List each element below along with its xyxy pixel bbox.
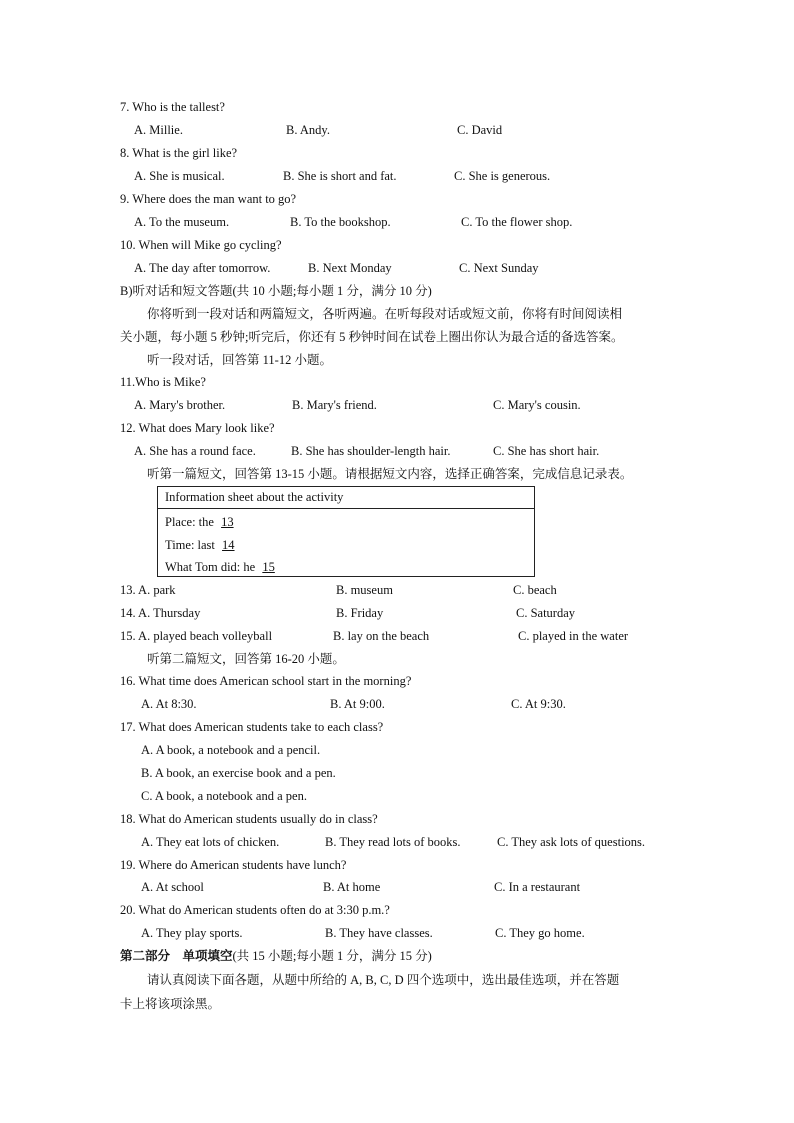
information-sheet-title: Information sheet about the activity [158,487,534,509]
question-12-stem: 12. What does Mary look like? [120,421,275,435]
q8-option-b: B. She is short and fat. [283,169,397,183]
part-2-score: (共 15 小题;每小题 1 分，满分 15 分) [232,949,432,963]
q10-option-a: A. The day after tomorrow. [134,261,271,275]
q12-option-c: C. She has short hair. [493,444,600,458]
blank-13: 13 [221,515,234,529]
info-row-time [165,537,239,553]
q7-option-b: B. Andy. [286,123,330,137]
q9-option-b: B. To the bookshop. [290,215,391,229]
q18-option-c: C. They ask lots of questions. [497,835,646,849]
question-11-stem: 11.Who is Mike? [120,375,206,389]
q16-option-b: B. At 9:00. [330,697,385,711]
q20-option-a: A. They play sports. [141,926,243,940]
q16-option-a: A. At 8:30. [141,697,197,711]
q14-option-b: B. Friday [336,606,384,620]
q9-option-a: A. To the museum. [134,215,230,229]
q15-option-b: B. lay on the beach [333,629,430,643]
part-2-heading [120,948,432,964]
section-b-intro-line2: 关小题，每小题 5 秒钟;听完后，你还有 5 秒钟时间在试卷上圈出你认为最合适的备选答案。 [120,330,624,344]
question-19-stem: 19. Where do American students have lunch? [120,858,347,872]
q17-option-b: B. A book, an exercise book and a pen. [141,766,336,780]
q7-option-a: A. Millie. [134,123,183,137]
q18-option-b: B. They read lots of books. [325,835,461,849]
info-row-what-tom-did [165,559,279,575]
question-7-stem: 7. Who is the tallest? [120,100,225,114]
question-16-stem: 16. What time does American school start in the morning? [120,674,412,688]
q20-option-b: B. They have classes. [325,926,433,940]
dialogue-instruction: 听一段对话，回答第 11-12 小题。 [147,353,332,367]
question-17-stem: 17. What does American students take to each class? [120,720,384,734]
question-20-stem: 20. What do American students often do at 3:30 p.m.? [120,903,390,917]
part-2-intro-line1: 请认真阅读下面各题，从题中所给的 A, B, C, D 四个选项中，选出最佳选项，并在答题 [147,973,620,987]
time-label: Time: last [165,538,215,552]
q11-option-b: B. Mary's friend. [292,398,377,412]
q12-option-b: B. She has shoulder-length hair. [291,444,451,458]
passage-2-instruction: 听第二篇短文，回答第 16-20 小题。 [147,652,345,666]
blank-15: 15 [262,560,275,574]
info-row-place [165,514,238,530]
blank-14: 14 [222,538,235,552]
place-label: Place: the [165,515,214,529]
q11-option-a: A. Mary's brother. [134,398,226,412]
passage-1-instruction: 听第一篇短文，回答第 13-15 小题。请根据短文内容，选择正确答案，完成信息记录表。 [147,467,633,481]
q8-option-c: C. She is generous. [454,169,551,183]
question-8-stem: 8. What is the girl like? [120,146,238,160]
question-15-stem: 15. A. played beach volleyball [120,629,273,643]
q10-option-b: B. Next Monday [308,261,392,275]
q7-option-c: C. David [457,123,503,137]
part-2-intro-line2: 卡上将该项涂黑。 [120,997,221,1011]
q13-option-c: C. beach [513,583,557,597]
q13-option-b: B. museum [336,583,393,597]
q8-option-a: A. She is musical. [134,169,225,183]
question-18-stem: 18. What do American students usually do in class? [120,812,378,826]
q17-option-c: C. A book, a notebook and a pen. [141,789,307,803]
q16-option-c: C. At 9:30. [511,697,566,711]
question-10-stem: 10. When will Mike go cycling? [120,238,282,252]
did-label: What Tom did: he [165,560,256,574]
q10-option-c: C. Next Sunday [459,261,539,275]
question-9-stem: 9. Where does the man want to go? [120,192,297,206]
q20-option-c: C. They go home. [495,926,585,940]
q19-option-b: B. At home [323,880,381,894]
part-2-title: 第二部分 单项填空 [120,949,233,963]
section-b-intro-line1: 你将听到一段对话和两篇短文，各听两遍。在听每段对话或短文前，你将有时间阅读相 [147,307,623,321]
section-b-title: B)听对话和短文答题(共 10 小题;每小题 1 分，满分 10 分) [120,284,432,298]
q15-option-c: C. played in the water [518,629,629,643]
information-sheet-table [157,486,535,577]
q17-option-a: A. A book, a notebook and a pencil. [141,743,321,757]
q12-option-a: A. She has a round face. [134,444,256,458]
question-14-stem: 14. A. Thursday [120,606,201,620]
q19-option-a: A. At school [141,880,204,894]
q19-option-c: C. In a restaurant [494,880,581,894]
q9-option-c: C. To the flower shop. [461,215,573,229]
q11-option-c: C. Mary's cousin. [493,398,581,412]
q14-option-c: C. Saturday [516,606,576,620]
q18-option-a: A. They eat lots of chicken. [141,835,280,849]
question-13-stem: 13. A. park [120,583,176,597]
